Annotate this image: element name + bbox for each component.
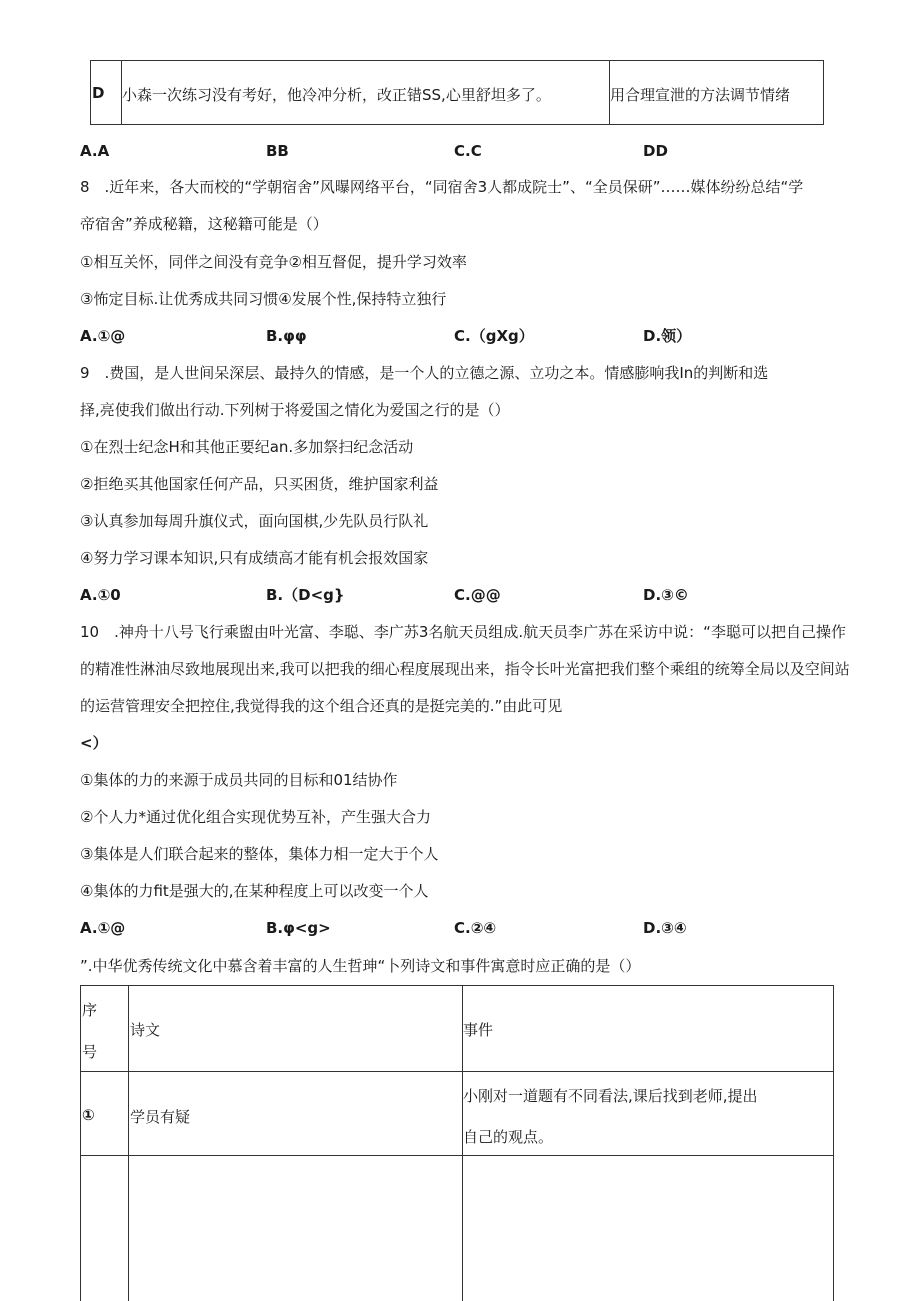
q9-item-1: ①在烈士纪念H和其他正要纪an.多加祭扫纪念活动	[80, 438, 414, 456]
q8-option-b[interactable]: B.φφ	[266, 327, 307, 345]
q8-option-d[interactable]: D.领）	[643, 327, 692, 345]
q10-item-3: ③集体是人们联合起来的整体，集体力相一定大于个人	[80, 845, 439, 863]
q8-stem-line2: 帝宿舍”养成秘籍，这秘籍可能是（）	[80, 215, 328, 233]
table-row-event-line2: 自己的观点。	[463, 1128, 554, 1146]
table-cell-event: 小森一次练习没有考好，他冷冲分析，改正错SS,心里舒坦多了。	[122, 86, 551, 104]
q9-stem-line2: 择,亮使我们做出行动.下列树于将爱国之情化为爱国之行的是（）	[80, 401, 510, 419]
q8-option-a[interactable]: A.①@	[80, 327, 126, 345]
q10-option-a[interactable]: A.①@	[80, 919, 126, 937]
q9-item-2: ②拒绝买其他国家任何产品，只买困货，维护国家利益	[80, 475, 439, 493]
q9-option-d[interactable]: D.③©	[643, 586, 689, 604]
q10-stem-line4: <）	[80, 734, 108, 752]
q10-item-2: ②个人力*通过优化组合实现优势互补，产生强大合力	[80, 808, 431, 826]
bottom-table	[80, 985, 834, 1301]
q10-item-1: ①集体的力的来源于成员共同的目标和01结协作	[80, 771, 398, 789]
q10-option-d[interactable]: D.③④	[643, 919, 687, 937]
q10-option-b[interactable]: B.φ<g>	[266, 919, 331, 937]
q8-item-2: ③怖定目标.让优秀成共同习惯④发展个性,保持特立独行	[80, 290, 447, 308]
q10-item-4: ④集体的力fit是强大的,在某种程度上可以改变一个人	[80, 882, 429, 900]
q8-stem-line1: 8 .近年来，各大而校的“学朝宿舍”风曝网络平台，“同宿舍3人都成院士”、“全员保研”……媒体纷纷总结“学	[80, 178, 804, 196]
table-row-event-line1: 小刚对一道题有不同看法,课后找到老师,提出	[463, 1087, 758, 1105]
table-row-poem: 学员有疑	[130, 1108, 191, 1126]
q10-stem-line2: 的精准性淋油尽致地展现出来,我可以把我的细心程度展现出来，指令长叶光富把我们整个乘组的统筹全局以及空间站	[80, 660, 850, 678]
q11-stem-line1: ”.中华优秀传统文化中慕含着丰富的人生哲珅“卜列诗文和事件寓意时应正确的是（）	[80, 957, 641, 975]
table-header-no-1: 序	[82, 1001, 98, 1019]
q10-stem-line3: 的运营管理安全把控住,我觉得我的这个组合还真的是挺完美的.”由此可见	[80, 697, 563, 715]
q9-option-c[interactable]: C.@@	[454, 586, 501, 604]
q7-option-b[interactable]: BB	[266, 142, 289, 160]
q10-option-c[interactable]: C.②④	[454, 919, 497, 937]
q9-option-a[interactable]: A.①0	[80, 586, 121, 604]
table-divider	[81, 1071, 833, 1072]
q7-option-a[interactable]: A.A	[80, 142, 110, 160]
q7-option-d[interactable]: DD	[643, 142, 668, 160]
q9-stem-line1: 9 .费国，是人世间呆深层、最持久的情感，是一个人的立德之源、立功之本。情感膨响我In的判断和选	[80, 364, 769, 382]
q8-option-c[interactable]: C.（gXg）	[454, 327, 534, 345]
table-header-poem: 诗文	[130, 1021, 161, 1039]
table-header-no-2: 号	[82, 1043, 98, 1061]
table-row-no: ①	[82, 1106, 95, 1124]
table-row-label: D	[92, 84, 105, 102]
q9-option-b[interactable]: B.（D<g}	[266, 586, 345, 604]
table-header-event: 事件	[463, 1021, 494, 1039]
table-cell-method: 用合理宣泄的方法调节情绪	[610, 86, 791, 104]
table-divider	[128, 986, 129, 1301]
q9-item-4: ④努力学习课本知识,只有成绩高才能有机会报效国家	[80, 549, 429, 567]
q10-stem-line1: 10 .神舟十八号飞行乘盥由叶光富、李聪、李广苏3名航天员组成.航天员李广苏在采访中说：“李聪可以把自己操作	[80, 623, 846, 641]
q9-item-3: ③认真参加每周升旗仪式，面向国棋,少先队员行队礼	[80, 512, 429, 530]
table-divider	[81, 1155, 833, 1156]
q8-item-1: ①相互关怀，同伴之间没有竞争②相互督促，提升学习效率	[80, 253, 467, 271]
q7-option-c[interactable]: C.C	[454, 142, 482, 160]
